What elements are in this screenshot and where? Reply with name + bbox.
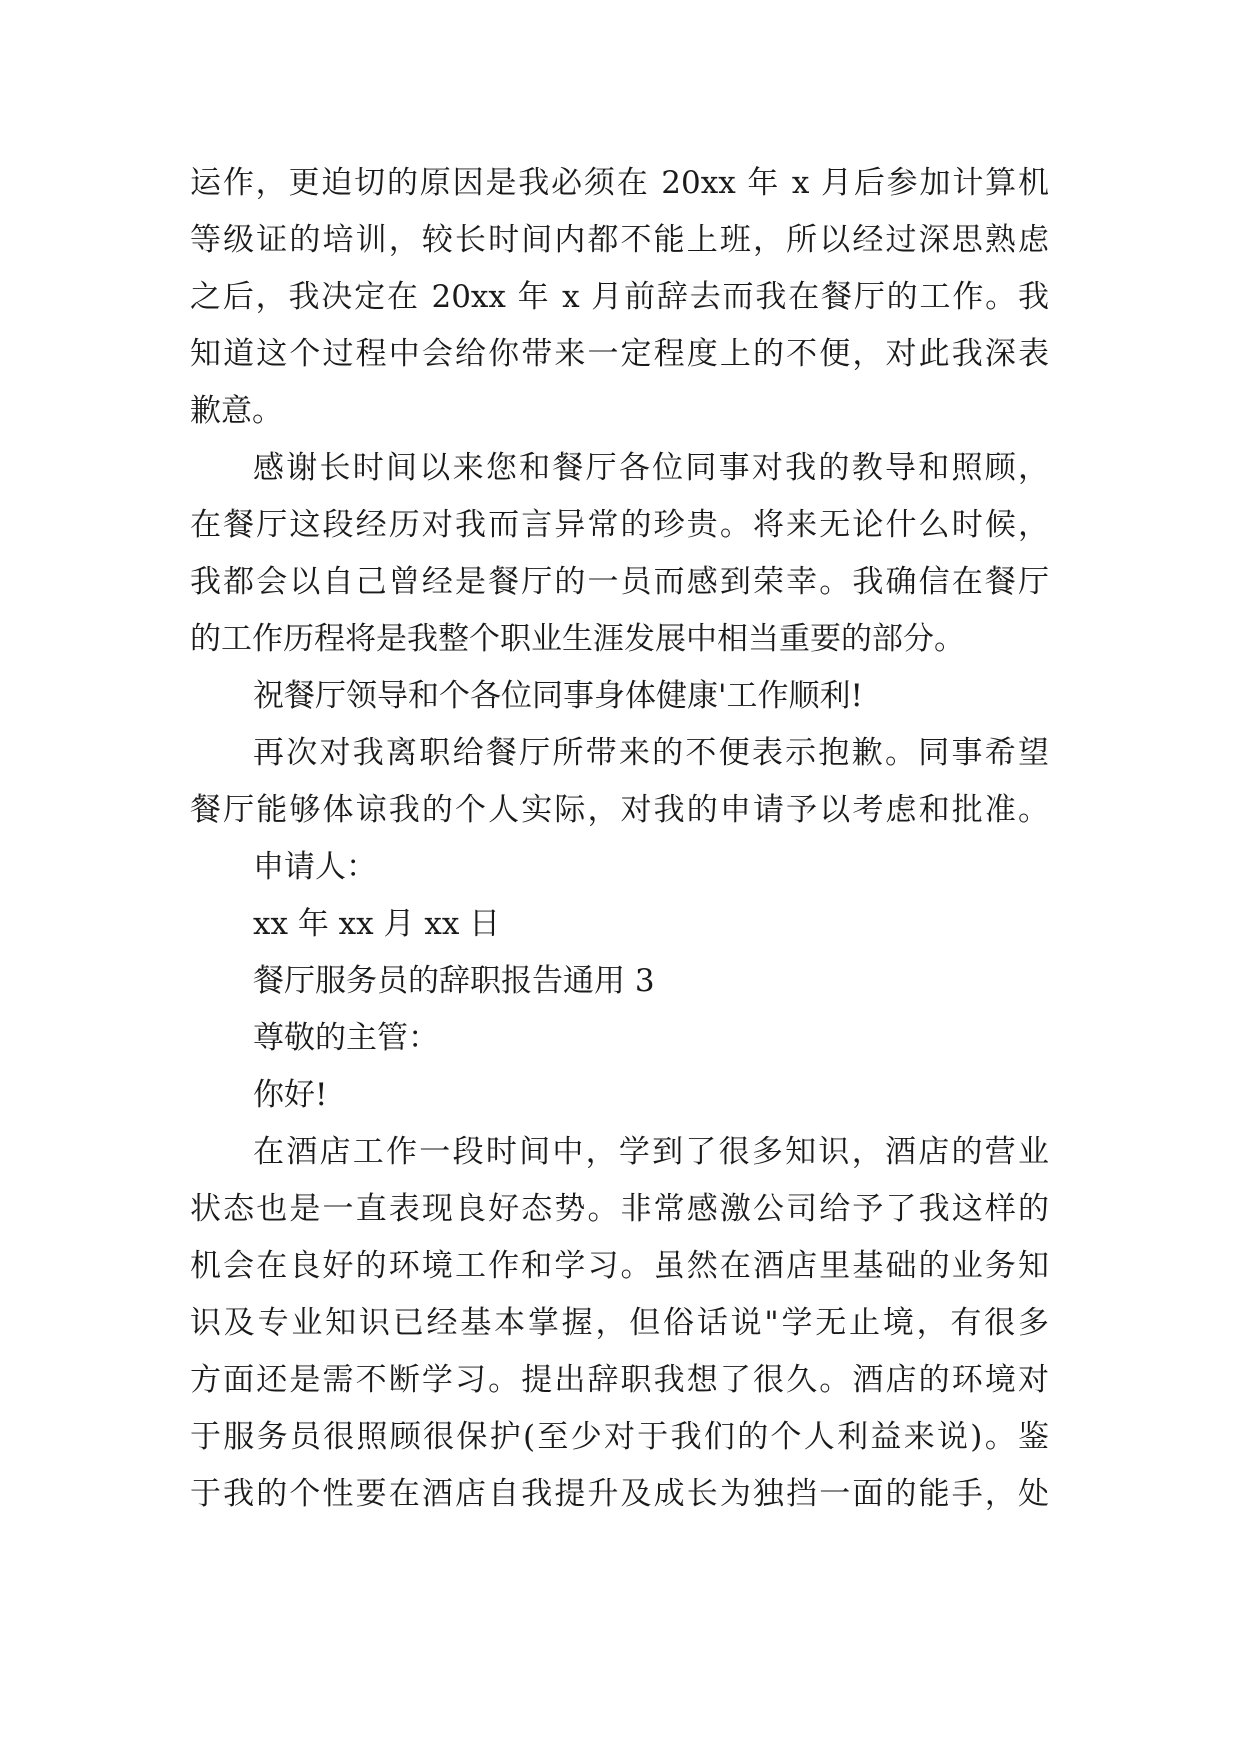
paragraph-line: 于我的个性要在酒店自我提升及成长为独挡一面的能手，处	[190, 1476, 1049, 1512]
paragraph-line: 歉意。	[190, 393, 283, 429]
paragraph-line: 于服务员很照顾很保护(至少对于我们的个人利益来说)。鉴	[190, 1419, 1049, 1455]
paragraph-line: 方面还是需不断学习。提出辞职我想了很久。酒店的环境对	[190, 1362, 1049, 1398]
paragraph-line: 之后，我决定在 20xx 年 x 月前辞去而我在餐厅的工作。我	[190, 279, 1049, 315]
paragraph-line: 再次对我离职给餐厅所带来的不便表示抱歉。同事希望	[253, 735, 1049, 771]
paragraph-line: 等级证的培训，较长时间内都不能上班，所以经过深思熟虑	[190, 222, 1049, 258]
paragraph-line: 我都会以自己曾经是餐厅的一员而感到荣幸。我确信在餐厅	[190, 564, 1049, 600]
paragraph-line: 感谢长时间以来您和餐厅各位同事对我的教导和照顾，	[253, 450, 1049, 486]
paragraph-line: 知道这个过程中会给你带来一定程度上的不便，对此我深表	[190, 336, 1049, 372]
paragraph-line: 在餐厅这段经历对我而言异常的珍贵。将来无论什么时候，	[190, 507, 1049, 543]
date-line: xx 年 xx 月 xx 日	[253, 906, 501, 942]
paragraph-line: 运作，更迫切的原因是我必须在 20xx 年 x 月后参加计算机	[190, 165, 1049, 201]
paragraph-line: 状态也是一直表现良好态势。非常感激公司给予了我这样的	[190, 1191, 1049, 1227]
applicant-label: 申请人：	[253, 849, 377, 885]
greeting: 你好!	[253, 1077, 328, 1113]
paragraph-line: 餐厅能够体谅我的个人实际，对我的申请予以考虑和批准。	[190, 792, 1049, 828]
paragraph-line: 在酒店工作一段时间中，学到了很多知识，酒店的营业	[253, 1134, 1049, 1170]
section-title: 餐厅服务员的辞职报告通用 3	[253, 963, 655, 999]
paragraph-line: 祝餐厅领导和个各位同事身体健康'工作顺利!	[253, 678, 863, 714]
paragraph-line: 机会在良好的环境工作和学习。虽然在酒店里基础的业务知	[190, 1248, 1049, 1284]
salutation: 尊敬的主管：	[253, 1020, 439, 1056]
paragraph-line: 识及专业知识已经基本掌握，但俗话说"学无止境，有很多	[190, 1305, 1049, 1341]
paragraph-line: 的工作历程将是我整个职业生涯发展中相当重要的部分。	[190, 621, 965, 657]
